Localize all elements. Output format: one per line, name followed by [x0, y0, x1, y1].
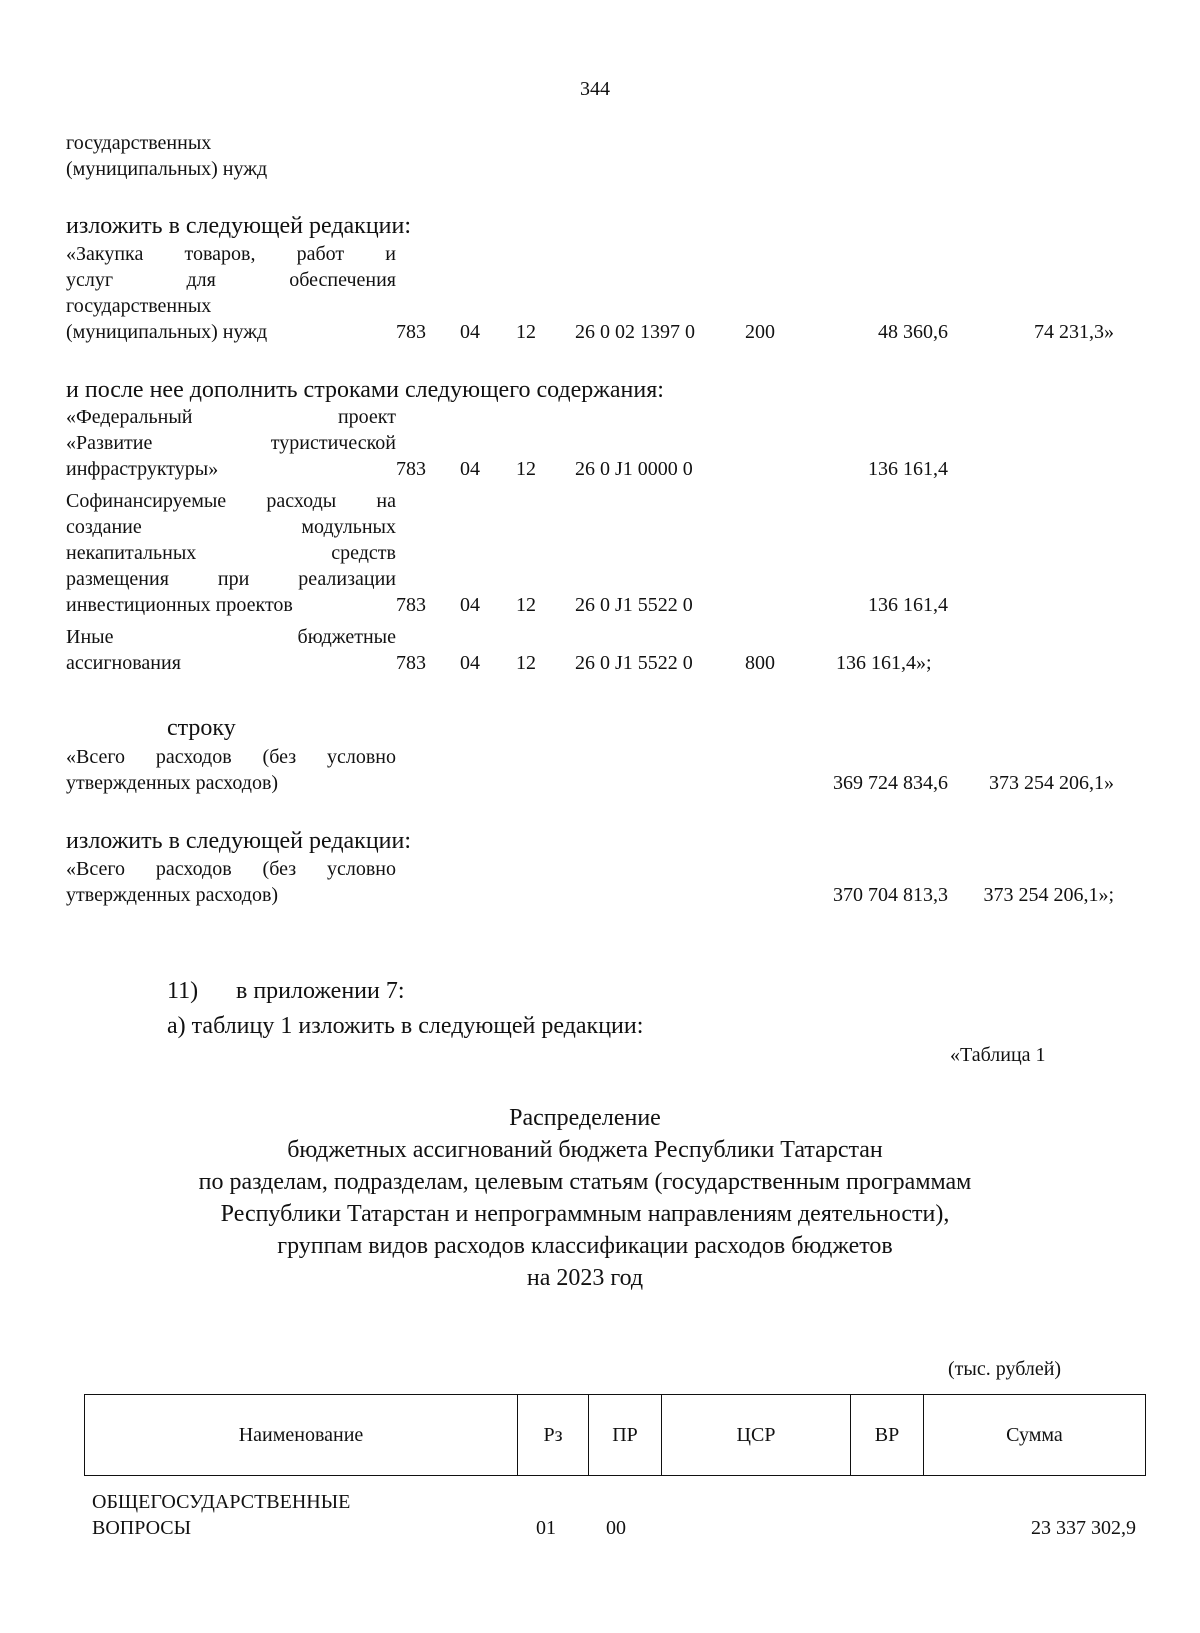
- row-purchase-rz: 04: [460, 321, 480, 343]
- title-line-2: бюджетных ассигнований бюджета Республики Татарстан: [287, 1137, 883, 1163]
- fragment-line-2: (муниципальных) нужд: [66, 158, 268, 180]
- header-rz: Рз: [518, 1395, 589, 1476]
- row-federal-name: «Федеральный проект «Развитие туристической инфраструктуры»: [66, 406, 396, 480]
- fragment-line-1: государственных: [66, 132, 212, 154]
- row-general-name-1: ОБЩЕГОСУДАРСТВЕННЫЕ: [92, 1491, 351, 1513]
- row-general-sum: 23 337 302,9: [1031, 1517, 1136, 1539]
- row-purchase-vr: 200: [745, 321, 775, 343]
- row-federal-csr: 26 0 J1 0000 0: [575, 458, 693, 480]
- row-purchase-pr: 12: [516, 321, 536, 343]
- title-line-3: по разделам, подразделам, целевым статьям (государственным программам: [198, 1169, 972, 1195]
- instruction-heading-2: и после нее дополнить строками следующего содержания:: [66, 377, 664, 403]
- row-cofin-pr: 12: [516, 594, 536, 616]
- instruction-heading-3: строку: [167, 715, 236, 741]
- instruction-heading-4: изложить в следующей редакции:: [66, 828, 412, 854]
- row-federal-ved: 783: [396, 458, 426, 480]
- row-purchase-name: «Закупка товаров, работ и услуг для обеспечения государственных (муниципальных) нужд: [66, 243, 396, 343]
- row-cofin-csr: 26 0 J1 5522 0: [575, 594, 693, 616]
- row-total-new-name: «Всего расходов (без условно утвержденных расходов): [66, 858, 396, 906]
- row-general-pr: 00: [606, 1517, 626, 1539]
- units-label: (тыс. рублей): [948, 1358, 1062, 1380]
- row-other-pr: 12: [516, 652, 536, 674]
- row-other-sum1: 136 161,4»;: [836, 652, 932, 674]
- row-other-csr: 26 0 J1 5522 0: [575, 652, 693, 674]
- row-federal-sum1: 136 161,4: [868, 458, 948, 480]
- row-federal-pr: 12: [516, 458, 536, 480]
- header-sum: Сумма: [924, 1395, 1146, 1476]
- item-11-number: 11): [167, 978, 199, 1004]
- row-other-rz: 04: [460, 652, 480, 674]
- header-csr: ЦСР: [662, 1395, 851, 1476]
- title-line-1: Распределение: [509, 1105, 661, 1131]
- item-a-text: а) таблицу 1 изложить в следующей редакции:: [167, 1013, 644, 1039]
- header-pr: ПР: [589, 1395, 662, 1476]
- row-purchase-sum1: 48 360,6: [878, 321, 948, 343]
- row-general-rz: 01: [536, 1517, 556, 1539]
- row-total-new-sum2: 373 254 206,1»;: [983, 884, 1114, 906]
- allocation-table-header: [84, 1394, 1146, 1476]
- row-purchase-ved: 783: [396, 321, 426, 343]
- row-total-new-sum1: 370 704 813,3: [833, 884, 948, 906]
- row-other-name: Иные бюджетные ассигнования: [66, 626, 396, 674]
- header-name: Наименование: [85, 1395, 518, 1476]
- instruction-heading-1: изложить в следующей редакции:: [66, 213, 412, 239]
- title-line-6: на 2023 год: [526, 1265, 644, 1291]
- row-cofin-name: Софинансируемые расходы на создание модульных некапитальных средств размещения при реализации инвестиционных проектов: [66, 490, 396, 616]
- row-general-name-2: ВОПРОСЫ: [92, 1517, 192, 1539]
- row-purchase-csr: 26 0 02 1397 0: [575, 321, 695, 343]
- row-purchase-sum2: 74 231,3»: [1034, 321, 1114, 343]
- title-line-4: Республики Татарстан и непрограммным направлениям деятельности),: [220, 1201, 950, 1227]
- row-total-old-sum2: 373 254 206,1»: [989, 772, 1114, 794]
- page-number: 344: [580, 78, 610, 100]
- header-vr: ВР: [851, 1395, 924, 1476]
- item-11-text: в приложении 7:: [236, 978, 405, 1004]
- row-total-old-name: «Всего расходов (без условно утвержденных расходов): [66, 746, 396, 794]
- row-cofin-sum1: 136 161,4: [868, 594, 948, 616]
- row-cofin-ved: 783: [396, 594, 426, 616]
- table-label: «Таблица 1: [950, 1044, 1046, 1066]
- title-line-5: группам видов расходов классификации расходов бюджетов: [277, 1233, 893, 1259]
- row-cofin-rz: 04: [460, 594, 480, 616]
- row-other-vr: 800: [745, 652, 775, 674]
- row-federal-rz: 04: [460, 458, 480, 480]
- row-other-ved: 783: [396, 652, 426, 674]
- row-total-old-sum1: 369 724 834,6: [833, 772, 948, 794]
